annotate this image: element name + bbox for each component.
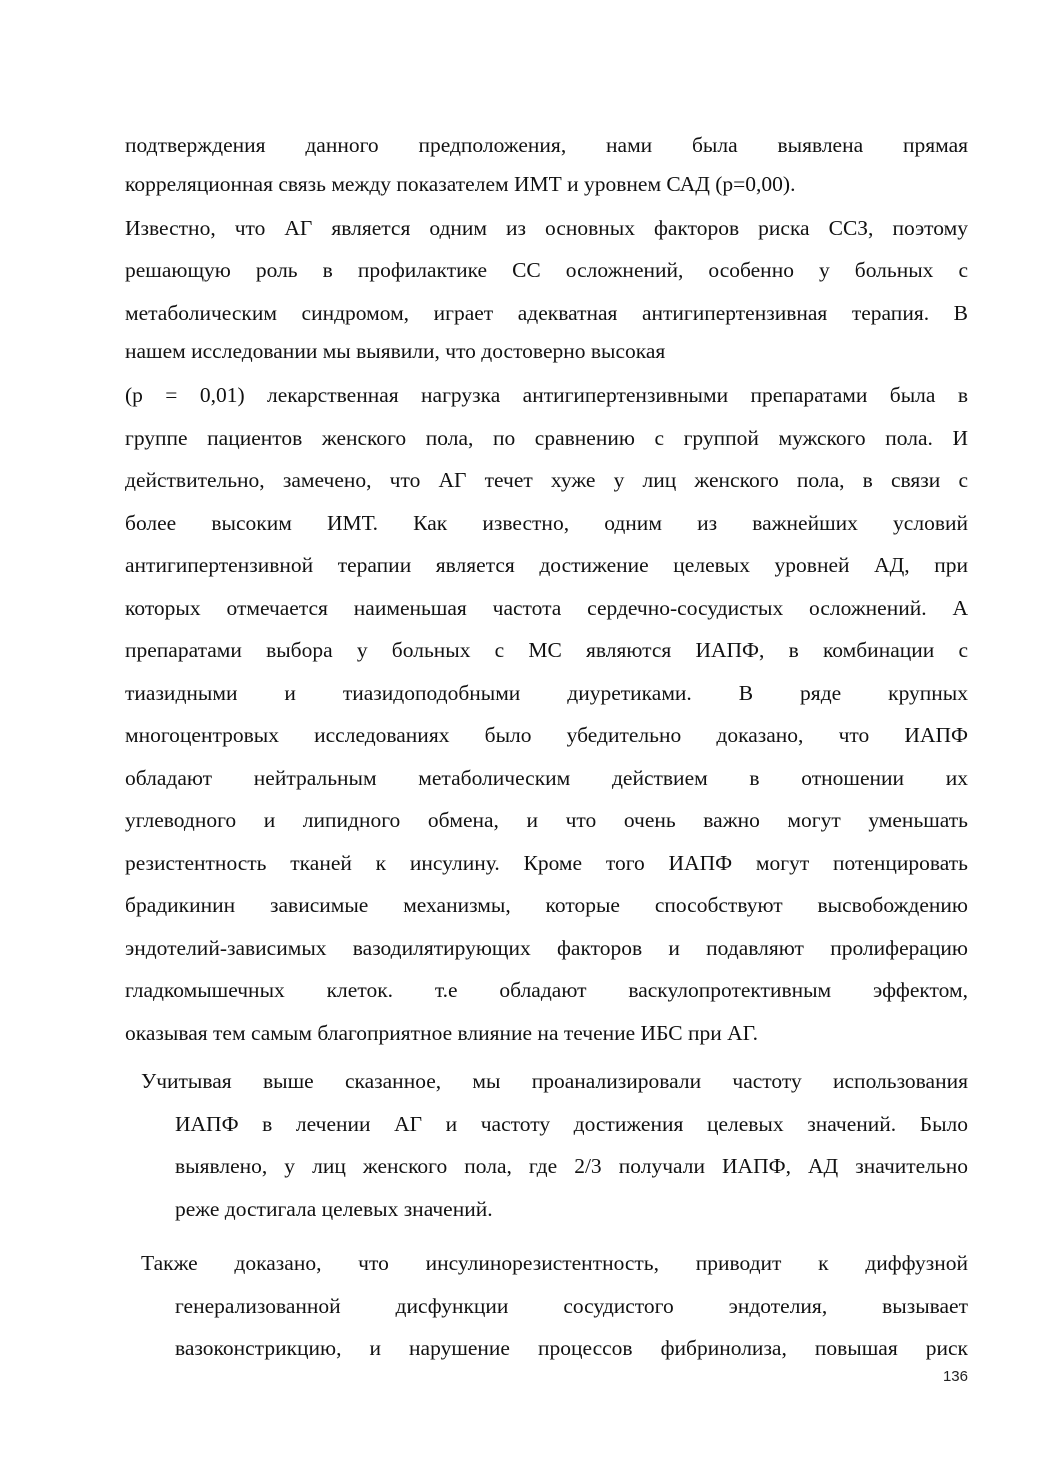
text-line: ИАПФ в лечении АГ и частоту достижения целевых значений. Было [175,1111,968,1136]
text-line: тиазидными и тиазидоподобными диуретиками. В ряде крупных [125,680,968,705]
paragraph-2 [125,207,968,369]
paragraph-3 [125,374,968,1054]
text-line: вазоконстрикцию, и нарушение процессов фибринолиза, повышая риск [175,1336,968,1360]
text-line: резистентность тканей к инсулину. Кроме того ИАПФ могут потенцировать [125,850,968,875]
text-line: брадикинин зависимые механизмы, которые способствуют высвобождению [125,893,968,917]
text-line: решающую роль в профилактике СС осложнений, особенно у больных с [125,258,968,282]
text-line: Также доказано, что инсулинорезистентность, приводит к диффузной [141,1251,968,1275]
text-line: нашем исследовании мы выявили, что достоверно высокая [125,339,666,363]
text-line: группе пациентов женского пола, по сравнению с группой мужского пола. И [125,425,968,450]
text-line: которых отмечается наименьшая частота сердечно-сосудистых осложнений. А [125,595,968,620]
text-line: антигипертензивной терапии является достижение целевых уровней АД, при [125,553,968,577]
text-line: эндотелий-зависимых вазодилятирующих факторов и подавляют пролиферацию [125,935,968,960]
page-number: 136 [942,1368,968,1385]
paragraph-1 [125,124,968,201]
text-line: Известно, что АГ является одним из основных факторов риска ССЗ, поэтому [125,215,968,240]
text-line: подтверждения данного предположения, нами была выявлена прямая [125,133,968,157]
body-text [125,124,968,1370]
text-line: корреляционная связь между показателем ИМТ и уровнем САД (p=0,00). [125,171,796,196]
text-line: выявлено, у лиц женского пола, где 2/3 получали ИАПФ, АД значительно [175,1154,968,1178]
text-line: действительно, замечено, что АГ течет хуже у лиц женского пола, в связи с [125,468,968,492]
text-line: реже достигала целевых значений. [175,1196,493,1221]
text-line: гладкомышечных клеток. т.е обладают васкулопротективным эффектом, [125,978,968,1002]
text-line: Учитывая выше сказанное, мы проанализировали частоту использования [141,1069,968,1093]
text-line: многоцентровых исследованиях было убедительно доказано, что ИАПФ [125,723,968,747]
paragraph-4 [125,1060,968,1230]
text-line: препаратами выбора у больных с МС являются ИАПФ, в комбинации с [125,638,968,662]
paragraph-5 [125,1242,968,1370]
text-line: генерализованной дисфункции сосудистого эндотелия, вызывает [175,1293,968,1318]
text-line: более высоким ИМТ. Как известно, одним из важнейших условий [125,510,968,535]
text-line: обладают нейтральным метаболическим действием в отношении их [125,765,968,790]
text-line: (p = 0,01) лекарственная нагрузка антигипертензивными препаратами была в [125,383,968,407]
text-line: метаболическим синдромом, играет адекватная антигипертензивная терапия. В [125,300,968,325]
text-line: оказывая тем самым благоприятное влияние на течение ИБС при АГ. [125,1020,759,1045]
text-line: углеводного и липидного обмена, и что очень важно могут уменьшать [125,808,968,832]
